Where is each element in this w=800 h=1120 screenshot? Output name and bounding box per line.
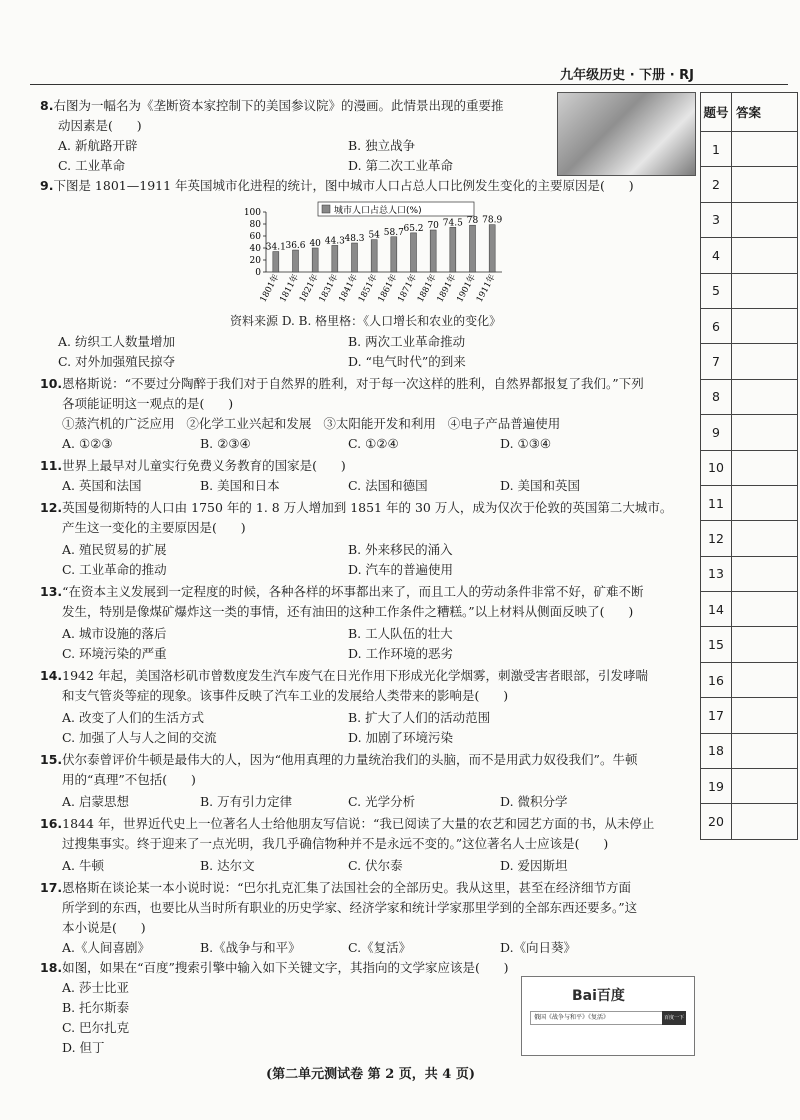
answer-row xyxy=(701,379,798,414)
baidu-logo: Bai百度 xyxy=(572,988,625,1004)
answer-cell[interactable] xyxy=(732,379,798,414)
urbanization-bar-chart xyxy=(238,200,508,312)
question-17 xyxy=(40,878,631,898)
bar xyxy=(332,245,338,272)
option-a: A. 新航路开辟 xyxy=(58,138,138,153)
question-text: 1844 年，世界近代史上一位著名人士给他朋友写信说：“我已阅读了大量的农艺和园艺方面的书，从未停止 xyxy=(62,816,655,831)
question-10 xyxy=(40,374,644,394)
question-text-cont: 各项能证明这一观点的是( ) xyxy=(62,396,234,411)
option-d: D. 美国和英国 xyxy=(500,478,581,493)
question-items: ①蒸汽机的广泛应用 ②化学工业兴起和发展 ③太阳能开发和利用 ④电子产品普遍使用 xyxy=(62,416,561,431)
option-b: B. 美国和日本 xyxy=(200,478,280,493)
question-text-cont: 过搜集事实。终于迎来了一点光明，我几乎确信物种并不是永远不变的。”这位著名人士应该是( ) xyxy=(62,836,609,851)
x-tick-label: 1871年 xyxy=(396,272,420,305)
answer-row xyxy=(701,415,798,450)
answer-row-number: 8 xyxy=(701,379,732,414)
senate-cartoon-image xyxy=(557,92,696,176)
answer-row-number: 16 xyxy=(701,662,732,697)
baidu-search-input: 俄国《战争与和平》《复活》 xyxy=(530,1011,663,1025)
data-label: 36.6 xyxy=(285,241,306,252)
question-number: 18. xyxy=(40,960,63,975)
data-label: 70 xyxy=(427,221,439,231)
answer-row xyxy=(701,592,798,627)
x-tick-label: 1821年 xyxy=(297,272,321,305)
answer-cell[interactable] xyxy=(732,698,798,733)
answer-cell[interactable] xyxy=(732,450,798,485)
bar xyxy=(470,225,476,272)
answer-row-number: 20 xyxy=(701,804,732,839)
bar xyxy=(450,227,456,272)
question-text: 如图，如果在“百度”搜索引擎中输入如下关键文字，其指向的文学家应该是( ) xyxy=(62,960,509,975)
baidu-suggestions xyxy=(530,1031,680,1047)
option-c: C. 加强了人与人之间的交流 xyxy=(62,730,217,745)
question-text-cont: 发生，特别是像煤矿爆炸这一类的事情，还有油田的这种工作条件之糟糕。”以上材料从侧面反映了( ) xyxy=(62,604,634,619)
question-text-cont: 用的“真理”不包括( ) xyxy=(62,772,196,787)
col-answer: 答案 xyxy=(732,93,798,132)
question-number: 14. xyxy=(40,668,63,683)
answer-row-number: 15 xyxy=(701,627,732,662)
baidu-search-button: 百度一下 xyxy=(662,1011,686,1025)
y-tick-label: 40 xyxy=(249,244,261,254)
question-text: 下图是 1801—1911 年英国城市化进程的统计，图中城市人口占总人口比例发生变化的主要原因是( ) xyxy=(53,178,634,193)
question-11 xyxy=(40,456,346,476)
data-label: 34.1 xyxy=(265,242,286,253)
x-tick-label: 1911年 xyxy=(474,272,498,305)
answer-cell[interactable] xyxy=(732,238,798,273)
answer-row-number: 4 xyxy=(701,238,732,273)
option-c: C. 伏尔泰 xyxy=(348,858,403,873)
option-a: A. 城市设施的落后 xyxy=(62,626,167,641)
answer-row xyxy=(701,238,798,273)
option-a: A.《人间喜剧》 xyxy=(62,940,151,955)
option-a: A. 牛顿 xyxy=(62,858,104,873)
y-tick-label: 60 xyxy=(249,232,261,242)
option-c: C. 环境污染的严重 xyxy=(62,646,167,661)
question-number: 9. xyxy=(40,178,54,193)
answer-row xyxy=(701,556,798,591)
x-tick-label: 1811年 xyxy=(278,272,302,305)
option-d: D. “电气时代”的到来 xyxy=(348,354,466,369)
option-b: B. ②③④ xyxy=(200,436,251,451)
question-9 xyxy=(40,176,634,196)
question-text: “在资本主义发展到一定程度的时候，各种各样的坏事都出来了，而且工人的劳动条件非常不好，矿难不断 xyxy=(62,584,644,599)
x-tick-label: 1881年 xyxy=(415,272,439,305)
answer-row xyxy=(701,273,798,308)
option-b: B. 外来移民的涌入 xyxy=(348,542,453,557)
answer-row xyxy=(701,485,798,520)
data-label: 74.5 xyxy=(442,218,463,229)
question-text: 恩格斯在谈论某一本小说时说：“巴尔扎克汇集了法国社会的全部历史。我从这里，甚至在经济细节方面 xyxy=(62,880,632,895)
question-text: 世界上最早对儿童实行免费义务教育的国家是( ) xyxy=(62,458,346,473)
question-number: 17. xyxy=(40,880,63,895)
page-header: 九年级历史 · 下册 · RJ xyxy=(560,68,694,83)
answer-cell[interactable] xyxy=(732,592,798,627)
answer-cell[interactable] xyxy=(732,769,798,804)
option-c: C. 光学分析 xyxy=(348,794,416,809)
header-divider xyxy=(30,84,788,85)
option-b: B.《战争与和平》 xyxy=(200,940,301,955)
question-16 xyxy=(40,814,654,834)
answer-cell[interactable] xyxy=(732,415,798,450)
option-d: D. 汽车的普遍使用 xyxy=(348,562,454,577)
answer-row-number: 2 xyxy=(701,167,732,202)
answer-row xyxy=(701,662,798,697)
answer-row-number: 10 xyxy=(701,450,732,485)
question-text-cont: 动因素是( ) xyxy=(58,118,142,133)
answer-row-number: 7 xyxy=(701,344,732,379)
option-c: C. 工业革命 xyxy=(58,158,126,173)
question-text: 伏尔泰曾评价牛顿是最伟大的人，因为“他用真理的力量统治我们的头脑，而不是用武力奴役我们”。牛顿 xyxy=(62,752,638,767)
answer-row-number: 3 xyxy=(701,202,732,237)
x-tick-label: 1861年 xyxy=(376,272,400,305)
question-text-cont: 所学到的东西，也要比从当时所有职业的历史学家、经济学家和统计学家那里学到的全部东西还要多。”这 xyxy=(62,900,638,915)
question-8 xyxy=(40,96,503,116)
question-18 xyxy=(40,958,509,978)
x-tick-label: 1901年 xyxy=(455,272,479,305)
option-c: C. 工业革命的推动 xyxy=(62,562,167,577)
option-c: C.《复活》 xyxy=(348,940,412,955)
question-number: 12. xyxy=(40,500,63,515)
option-b: B. 工人队伍的壮大 xyxy=(348,626,453,641)
option-d: D.《向日葵》 xyxy=(500,940,577,955)
answer-row-number: 19 xyxy=(701,769,732,804)
x-tick-label: 1801年 xyxy=(258,272,282,305)
option-c: C. 对外加强殖民掠夺 xyxy=(58,354,176,369)
question-text: 1942 年起，美国洛杉矶市曾数度发生汽车废气在日光作用下形成光化学烟雾，刺激受害者眼部，引发哮喘 xyxy=(62,668,648,683)
answer-row xyxy=(701,344,798,379)
answer-row-number: 11 xyxy=(701,485,732,520)
answer-cell[interactable] xyxy=(732,485,798,520)
answer-cell[interactable] xyxy=(732,627,798,662)
answer-row xyxy=(701,132,798,167)
question-text-cont: 本小说是( ) xyxy=(62,920,146,935)
answer-cell[interactable] xyxy=(732,273,798,308)
data-label: 58.7 xyxy=(383,227,404,238)
answer-row xyxy=(701,202,798,237)
option-a: A. 殖民贸易的扩展 xyxy=(62,542,167,557)
legend-label: 城市人口占总人口(%) xyxy=(334,206,422,216)
question-number: 13. xyxy=(40,584,63,599)
x-tick-label: 1851年 xyxy=(356,272,380,305)
bar xyxy=(430,230,436,272)
answer-row-number: 13 xyxy=(701,556,732,591)
option-d: D. 但丁 xyxy=(62,1040,105,1055)
answer-table-header xyxy=(701,93,798,132)
answer-row xyxy=(701,804,798,839)
option-c: C. 巴尔扎克 xyxy=(62,1020,130,1035)
question-number: 16. xyxy=(40,816,63,831)
answer-cell[interactable] xyxy=(732,521,798,556)
bar xyxy=(391,237,397,272)
question-number: 11. xyxy=(40,458,63,473)
bar xyxy=(411,233,417,272)
bar xyxy=(273,252,279,272)
data-label: 65.2 xyxy=(403,223,424,234)
answer-row xyxy=(701,698,798,733)
data-label: 78.9 xyxy=(482,215,503,226)
answer-row xyxy=(701,167,798,202)
option-c: C. ①②④ xyxy=(348,436,399,451)
answer-row xyxy=(701,769,798,804)
bar xyxy=(312,248,318,272)
option-b: B. 两次工业革命推动 xyxy=(348,334,466,349)
option-d: D. ①③④ xyxy=(500,436,552,451)
option-a: A. 英国和法国 xyxy=(62,478,142,493)
option-d: D. 爱因斯坦 xyxy=(500,858,568,873)
page-footer: (第二单元测试卷 第 2 页，共 4 页) xyxy=(266,1067,476,1082)
data-label: 78 xyxy=(466,216,479,227)
option-d: D. 工作环境的恶劣 xyxy=(348,646,454,661)
bar xyxy=(352,243,358,272)
question-text-cont: 产生这一变化的主要原因是( ) xyxy=(62,520,246,535)
answer-table xyxy=(700,92,798,840)
answer-row-number: 18 xyxy=(701,733,732,768)
answer-cell[interactable] xyxy=(732,344,798,379)
question-text: 右图为一幅名为《垄断资本家控制下的美国参议院》的漫画。此情景出现的重要推 xyxy=(53,98,504,113)
question-number: 15. xyxy=(40,752,63,767)
x-tick-label: 1831年 xyxy=(317,272,341,305)
option-d: D. 第二次工业革命 xyxy=(348,158,454,173)
question-12 xyxy=(40,498,672,518)
y-tick-label: 80 xyxy=(249,220,261,230)
y-tick-label: 0 xyxy=(255,268,261,278)
answer-row-number: 9 xyxy=(701,415,732,450)
question-14 xyxy=(40,666,648,686)
answer-row xyxy=(701,733,798,768)
answer-cell[interactable] xyxy=(732,556,798,591)
col-question-number: 题号 xyxy=(701,93,732,132)
answer-row-number: 1 xyxy=(701,132,732,167)
answer-row xyxy=(701,450,798,485)
question-number: 8. xyxy=(40,98,54,113)
bar xyxy=(489,225,495,272)
option-b: B. 达尔文 xyxy=(200,858,255,873)
option-a: A. 莎士比亚 xyxy=(62,980,129,995)
chart-source-caption: 资料来源 D. B. 格里格：《人口增长和农业的变化》 xyxy=(230,314,502,328)
answer-row-number: 17 xyxy=(701,698,732,733)
option-c: C. 法国和德国 xyxy=(348,478,428,493)
question-number: 10. xyxy=(40,376,63,391)
option-b: B. 万有引力定律 xyxy=(200,794,293,809)
question-text: 英国曼彻斯特的人口由 1750 年的 1. 8 万人增加到 1851 年的 30 万人，成为仅次于伦敦的英国第二大城市。 xyxy=(62,500,673,515)
data-label: 40 xyxy=(309,239,321,249)
option-b: B. 扩大了人们的活动范围 xyxy=(348,710,491,725)
answer-cell[interactable] xyxy=(732,308,798,343)
answer-cell[interactable] xyxy=(732,804,798,839)
option-d: D. 加剧了环境污染 xyxy=(348,730,454,745)
answer-row xyxy=(701,627,798,662)
data-label: 44.3 xyxy=(324,236,345,247)
x-tick-label: 1841年 xyxy=(337,272,361,305)
x-tick-label: 1891年 xyxy=(435,272,459,305)
answer-row-number: 6 xyxy=(701,308,732,343)
question-text-cont: 和支气管炎等症的现象。该事件反映了汽车工业的发展给人类带来的影响是( ) xyxy=(62,688,509,703)
answer-row xyxy=(701,308,798,343)
question-13 xyxy=(40,582,644,602)
answer-cell[interactable] xyxy=(732,167,798,202)
option-b: B. 独立战争 xyxy=(348,138,416,153)
option-b: B. 托尔斯泰 xyxy=(62,1000,130,1015)
data-label: 54 xyxy=(368,230,380,241)
question-text: 恩格斯说：“不要过分陶醉于我们对于自然界的胜利，对于每一次这样的胜利，自然界都报复了我们。”下列 xyxy=(62,376,644,391)
answer-cell[interactable] xyxy=(732,202,798,237)
bar xyxy=(371,240,377,272)
answer-row-number: 12 xyxy=(701,521,732,556)
option-a: A. 纺织工人数量增加 xyxy=(58,334,175,349)
option-a: A. 改变了人们的生活方式 xyxy=(62,710,204,725)
option-a: A. 启蒙思想 xyxy=(62,794,129,809)
answer-cell[interactable] xyxy=(732,733,798,768)
answer-row-number: 14 xyxy=(701,592,732,627)
baidu-search-screenshot xyxy=(521,976,695,1056)
y-tick-label: 100 xyxy=(243,208,261,218)
answer-cell[interactable] xyxy=(732,662,798,697)
answer-row-number: 5 xyxy=(701,273,732,308)
data-label: 48.3 xyxy=(344,234,365,245)
option-d: D. 微积分学 xyxy=(500,794,568,809)
question-15 xyxy=(40,750,637,770)
legend-swatch xyxy=(322,205,330,213)
option-a: A. ①②③ xyxy=(62,436,113,451)
bar xyxy=(293,250,299,272)
answer-cell[interactable] xyxy=(732,132,798,167)
answer-row xyxy=(701,521,798,556)
y-tick-label: 20 xyxy=(249,256,261,266)
